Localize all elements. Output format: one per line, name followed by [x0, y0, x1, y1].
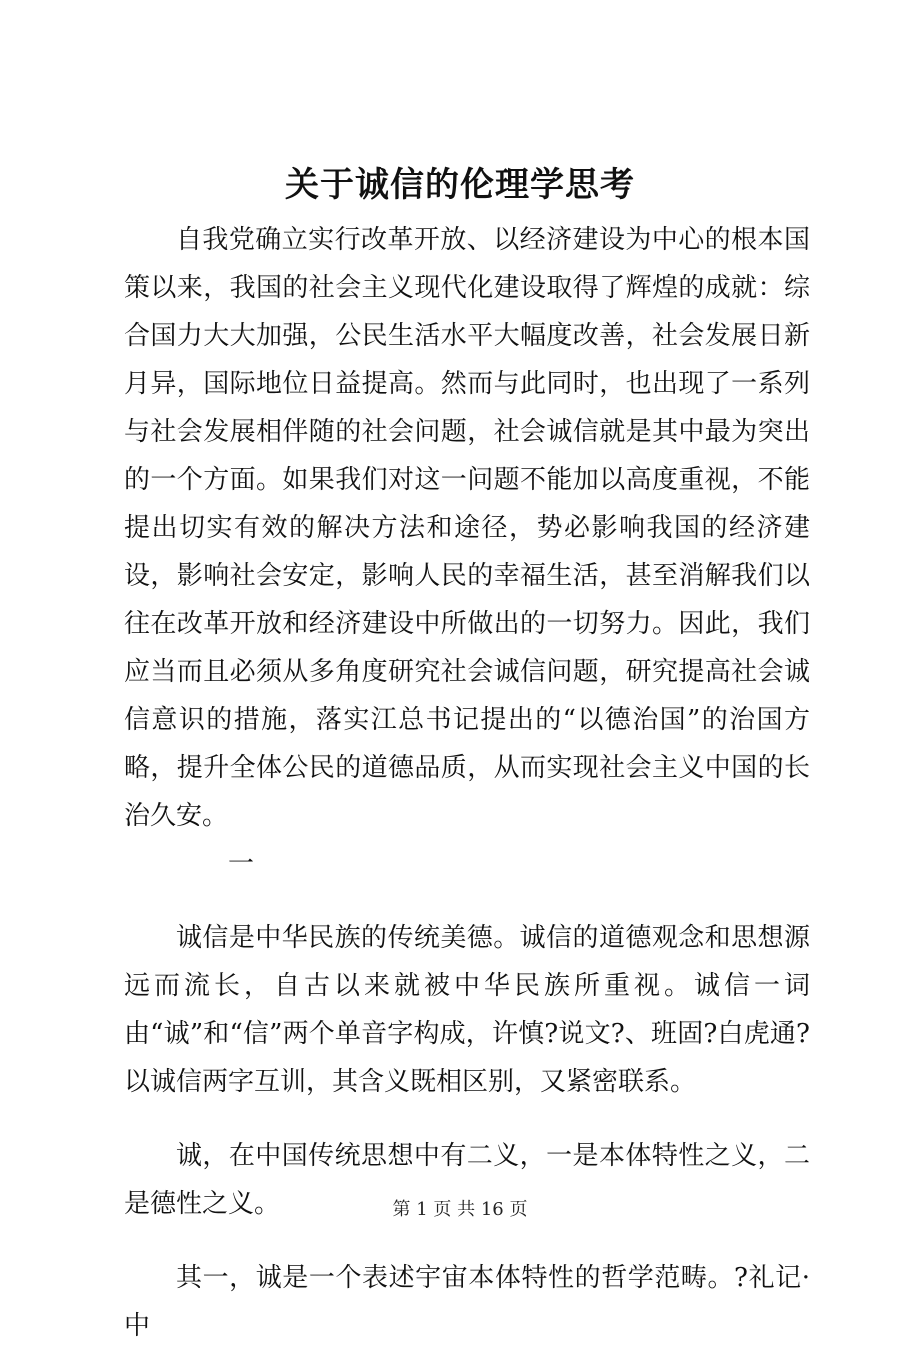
document-body [124, 216, 810, 1350]
page-number-footer: 第 1 页 共 16 页 [392, 1199, 528, 1220]
section-number: 一 [228, 849, 255, 879]
document-title: 关于诚信的伦理学思考 [285, 165, 635, 205]
paragraph-cheng-xin: 诚信是中华民族的传统美德。诚信的道德观念和思想源远而流长，自古以来就被中华民族所重视。诚信一词由“诚”和“信”两个单音字构成，许慎?说文?、班固?白虎通?以诚信两字互训，其含义既相区别，又紧密联系。 [124, 923, 810, 1097]
paragraph-cheng: 诚，在中国传统思想中有二义，一是本体特性之义，二是德性之义。 [124, 1141, 810, 1219]
paragraph-intro: 自我党确立实行改革开放、以经济建设为中心的根本国策以来，我国的社会主义现代化建设取得了辉煌的成就：综合国力大大加强，公民生活水平大幅度改善，社会发展日新月异，国际地位日益提高。然而与此同时，也出现了一系列与社会发展相伴随的社会问题，社会诚信就是其中最为突出的一个方面。如果我们对这一问题不能加以高度重视，不能提出切实有效的解决方法和途径，势必影响我国的经济建设，影响社会安定，影响人民的幸福生活，甚至消解我们以往在改革开放和经济建设中所做出的一切努力。因此，我们应当而且必须从多角度研究社会诚信问题，研究提高社会诚信意识的措施，落实江总书记提出的“以德治国”的治国方略，提升全体公民的道德品质，从而实现社会主义中国的长治久安。 [124, 225, 810, 831]
paragraph-first-meaning: 其一，诚是一个表述宇宙本体特性的哲学范畴。?礼记·中 [124, 1263, 810, 1341]
